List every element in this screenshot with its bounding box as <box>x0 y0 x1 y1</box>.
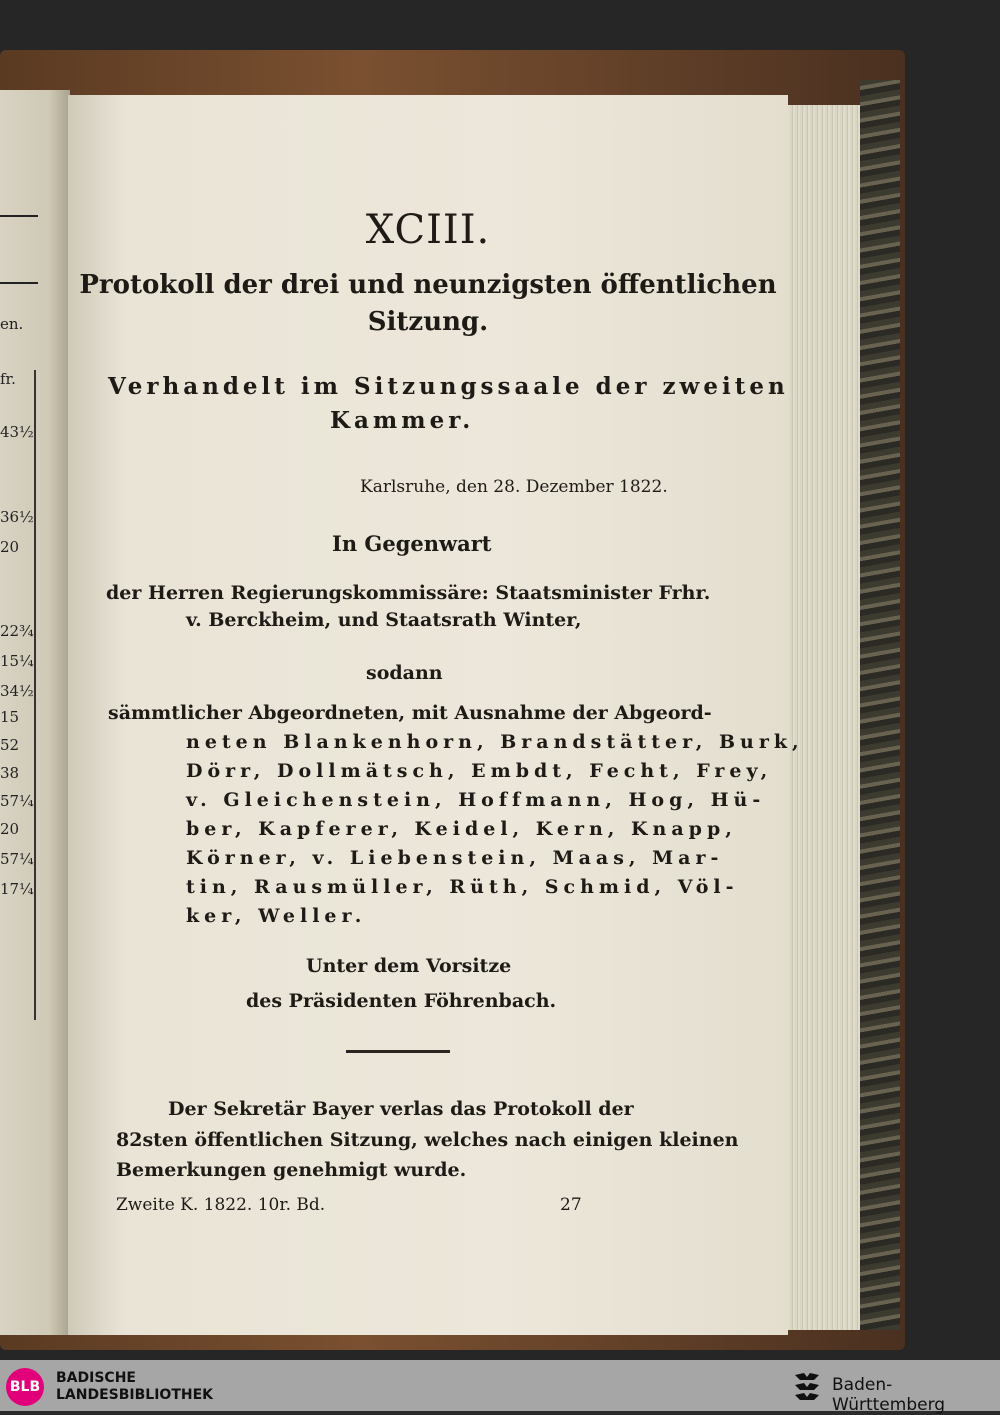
deputies-line: ker, Weller. <box>186 905 367 927</box>
page-number: 27 <box>560 1195 582 1215</box>
chair-line-2: des Präsidenten Föhrenbach. <box>246 990 557 1012</box>
deputies-line: Körner, v. Liebenstein, Maas, Mar- <box>186 847 724 869</box>
left-page-fragment <box>0 90 70 1335</box>
deputies-line: Dörr, Dollmätsch, Embdt, Fecht, Frey, <box>186 760 773 782</box>
left-page-column-line <box>34 370 36 1020</box>
deputies-line: neten Blankenhorn, Brandstätter, Burk, <box>186 731 804 753</box>
left-page-rule <box>0 215 38 217</box>
left-page-text: 52 <box>0 736 20 754</box>
deputies-line: sämmtlicher Abgeordneten, mit Ausnahme der Abgeord- <box>108 702 712 724</box>
page-edges <box>780 105 860 1330</box>
then-label: sodann <box>366 662 443 684</box>
title-line-2: Sitzung. <box>367 307 489 337</box>
deputies-line: ber, Kapferer, Keidel, Kern, Knapp, <box>186 818 737 840</box>
left-page-text: en. <box>0 315 24 333</box>
blb-name-line-2: LANDESBIBLIOTHEK <box>56 1387 214 1403</box>
printer-signature: Zweite K. 1822. 10r. Bd. <box>116 1195 326 1215</box>
left-page-text: 57¼ <box>0 850 34 868</box>
text-line: Der Sekretär Bayer verlas das Protokoll der <box>168 1098 634 1120</box>
section-number: XCIII. <box>365 207 491 253</box>
commissioners-line-1: der Herren Regierungskommissäre: Staatsminister Frhr. <box>106 582 711 604</box>
section-divider <box>346 1050 450 1053</box>
left-page-text: 22¾ <box>0 622 34 640</box>
bw-label[interactable]: Baden-Württemberg <box>832 1375 946 1415</box>
left-page-text: 38 <box>0 764 20 782</box>
right-page <box>68 95 804 1335</box>
left-page-rule <box>0 282 38 284</box>
presence-heading: In Gegenwart <box>332 531 492 556</box>
blb-logo-icon[interactable]: BLB <box>6 1368 44 1406</box>
text-line: 82sten öffentlichen Sitzung, welches nach einigen kleinen <box>116 1129 739 1151</box>
left-page-text: 43½ <box>0 423 34 441</box>
subtitle-line-2: Kammer. <box>330 407 475 434</box>
blb-name-line-1: BADISCHE <box>56 1370 136 1386</box>
deputies-line: tin, Rausmüller, Rüth, Schmid, Völ- <box>186 876 739 898</box>
commissioners-line-2: v. Berckheim, und Staatsrath Winter, <box>186 609 582 631</box>
title-line-1: Protokoll der drei und neunzigsten öffentlichen <box>79 270 777 300</box>
left-page-text: 57¼ <box>0 792 34 810</box>
marbled-edge <box>860 80 900 1330</box>
left-page-text: 20 <box>0 820 20 838</box>
coat-of-arms-icon <box>792 1369 822 1403</box>
text-line: Bemerkungen genehmigt wurde. <box>116 1159 467 1181</box>
chair-line-1: Unter dem Vorsitze <box>306 955 512 977</box>
left-page-text: 17¼ <box>0 880 34 898</box>
left-page-text: 15 <box>0 708 20 726</box>
footer-bar <box>0 1360 1000 1415</box>
left-page-text: 20 <box>0 538 20 556</box>
subtitle-line-1: Verhandelt im Sitzungssaale der zweiten <box>108 373 789 400</box>
left-page-text: 34½ <box>0 682 34 700</box>
blb-name <box>56 1370 213 1404</box>
left-page-text: 36½ <box>0 508 34 526</box>
place-date: Karlsruhe, den 28. Dezember 1822. <box>360 477 668 497</box>
left-page-text: 15¼ <box>0 652 34 670</box>
deputies-line: v. Gleichenstein, Hoffmann, Hog, Hü- <box>186 789 766 811</box>
left-page-text: fr. <box>0 370 16 388</box>
